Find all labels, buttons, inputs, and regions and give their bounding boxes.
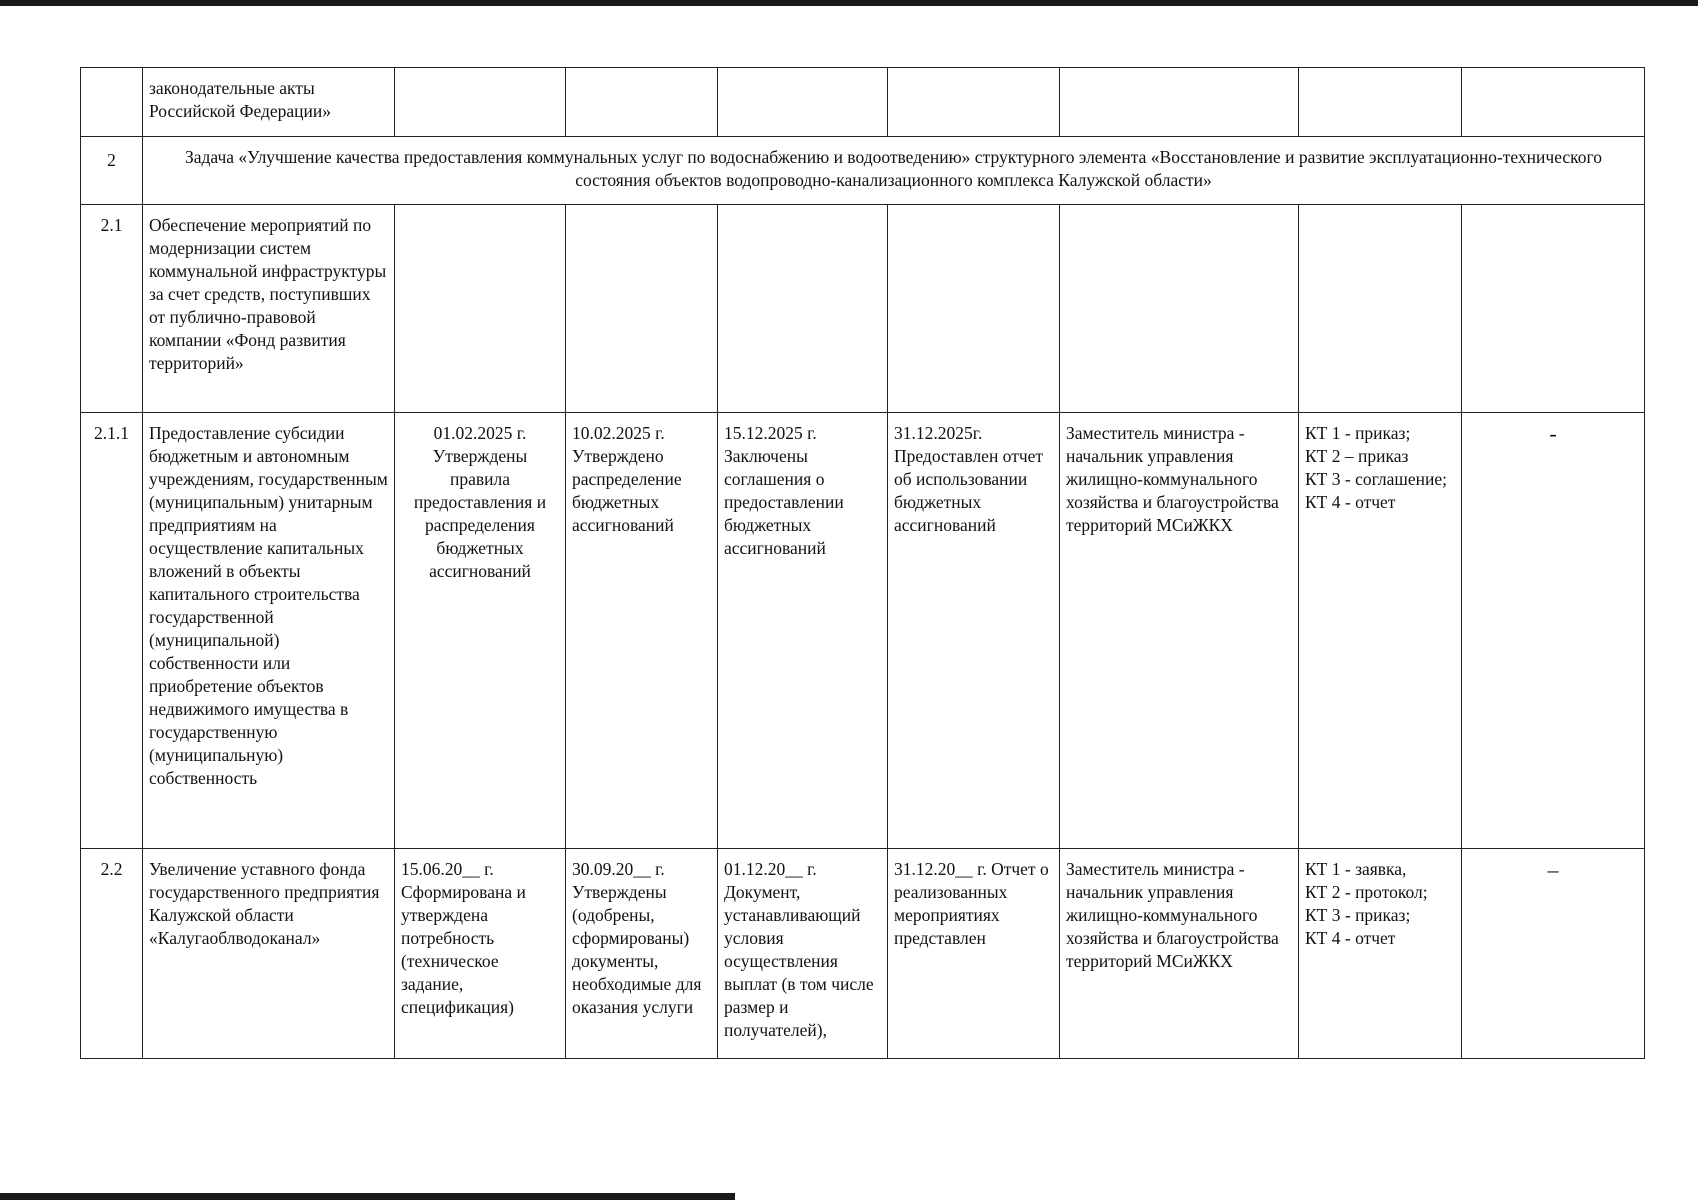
scan-edge-bottom	[0, 1193, 735, 1200]
note: –	[1462, 849, 1645, 1059]
documents	[1299, 68, 1462, 137]
checkpoint-4: 31.12.20__ г. Отчет о реализованных мероприятиях представлен	[888, 849, 1060, 1059]
checkpoint-3	[718, 205, 888, 413]
doc-line: КТ 1 - заявка,	[1305, 859, 1407, 879]
row-number: 2	[81, 137, 143, 205]
event-name: Предоставление субсидии бюджетным и автономным учреждениям, государственным (муниципальным) унитарным предприятиям на осуществление капитальных вложений в объекты капитального строительства государственной (муниципальной) собственности или приобретение объектов недвижимого имущества в государственную (муниципальную) собственность	[143, 413, 395, 849]
doc-line: КТ 2 – приказ	[1305, 446, 1409, 466]
responsible: Заместитель министра - начальник управления жилищно-коммунального хозяйства и благоустройства территорий МСиЖКХ	[1060, 849, 1299, 1059]
event-name: Обеспечение мероприятий по модернизации систем коммунальной инфраструктуры за счет средств, поступивших от публично-правовой компании «Фонд развития территорий»	[143, 205, 395, 413]
table-row	[81, 205, 1645, 413]
table-row	[81, 849, 1645, 1059]
checkpoint-4: 31.12.2025г. Предоставлен отчет об использовании бюджетных ассигнований	[888, 413, 1060, 849]
checkpoint-1	[395, 205, 566, 413]
doc-line: КТ 3 - соглашение;	[1305, 469, 1447, 489]
row-number	[81, 68, 143, 137]
responsible: Заместитель министра - начальник управления жилищно-коммунального хозяйства и благоустройства территорий МСиЖКХ	[1060, 413, 1299, 849]
note: -	[1462, 413, 1645, 849]
event-name: Увеличение уставного фонда государственного предприятия Калужской области «Калугаоблводоканал»	[143, 849, 395, 1059]
table-row-task	[81, 137, 1645, 205]
note	[1462, 68, 1645, 137]
checkpoint-3: 15.12.2025 г. Заключены соглашения о предоставлении бюджетных ассигнований	[718, 413, 888, 849]
task-heading: Задача «Улучшение качества предоставления коммунальных услуг по водоснабжению и водоотведению» структурного элемента «Восстановление и развитие эксплуатационно-технического состояния объектов водопроводно-канализационного комплекса Калужской области»	[143, 137, 1645, 205]
table-row	[81, 68, 1645, 137]
checkpoint-2: 30.09.20__ г. Утверждены (одобрены, сформированы) документы, необходимые для оказания услуги	[566, 849, 718, 1059]
checkpoint-1	[395, 68, 566, 137]
row-number: 2.1	[81, 205, 143, 413]
checkpoint-1: 01.02.2025 г. Утверждены правила предоставления и распределения бюджетных ассигнований	[395, 413, 566, 849]
doc-line: КТ 4 - отчет	[1305, 928, 1396, 948]
documents	[1299, 413, 1462, 849]
checkpoint-3: 01.12.20__ г. Документ, устанавливающий условия осуществления выплат (в том числе размер и получателей),	[718, 849, 888, 1059]
documents	[1299, 205, 1462, 413]
row-number: 2.2	[81, 849, 143, 1059]
table-row	[81, 413, 1645, 849]
doc-line: КТ 3 - приказ;	[1305, 905, 1411, 925]
checkpoint-2	[566, 205, 718, 413]
checkpoint-2	[566, 68, 718, 137]
checkpoint-4	[888, 205, 1060, 413]
note	[1462, 205, 1645, 413]
doc-line: КТ 4 - отчет	[1305, 492, 1396, 512]
documents	[1299, 849, 1462, 1059]
doc-line: КТ 1 - приказ;	[1305, 423, 1411, 443]
plan-table	[80, 67, 1645, 1059]
checkpoint-4	[888, 68, 1060, 137]
doc-line: КТ 2 - протокол;	[1305, 882, 1428, 902]
scan-edge-top	[0, 0, 1698, 6]
checkpoint-3	[718, 68, 888, 137]
responsible	[1060, 205, 1299, 413]
event-name: законодательные акты Российской Федерации»	[143, 68, 395, 137]
checkpoint-1: 15.06.20__ г. Сформирована и утверждена потребность (техническое задание, спецификация)	[395, 849, 566, 1059]
responsible	[1060, 68, 1299, 137]
checkpoint-2: 10.02.2025 г. Утверждено распределение бюджетных ассигнований	[566, 413, 718, 849]
row-number: 2.1.1	[81, 413, 143, 849]
